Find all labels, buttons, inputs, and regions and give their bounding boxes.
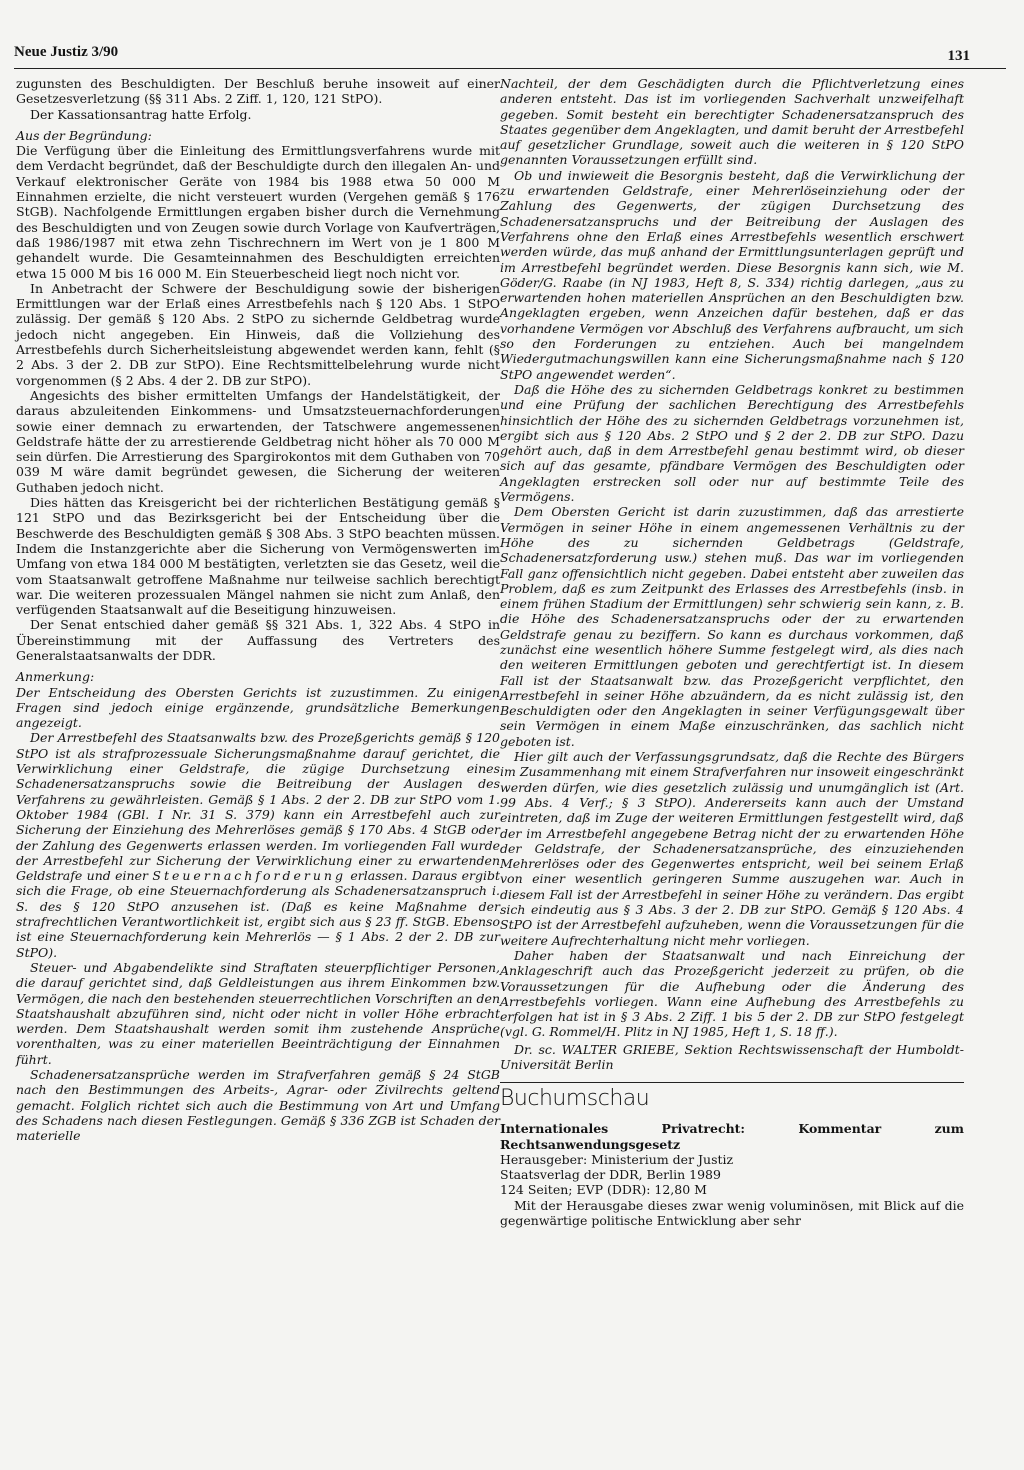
note-paragraph: Hier gilt auch der Verfassungsgrundsatz, daß die Rechte des Bürgers im Zusammenhang mit einem Strafverfahren nur insoweit eingeschränkt werden dürfen, wie dies gesetzlich zulässig und unumgänglich ist (Art. 99 Abs. 4 Verf.; § 3 StPO). Andererseits kann auch der Umstand eintreten, daß im Zuge der weiteren Ermittlungen festgestellt wird, daß der im Arrestbefehl angegebene Betrag nicht der zu erwartenden Höhe der Geldstrafe, der Schadenersatzansprüche, des einzuziehenden Mehrerlöses oder des Gegenwertes entspricht, weil bei seinem Erlaß von einer wesentlich geringeren Summe auszugehen war. Auch in diesem Fall ist der Arrestbefehl in seiner Höhe zu verändern. Das ergibt sich eindeutig aus § 3 Abs. 3 der 2. DB zur StPO. Gemäß § 120 Abs. 4 StPO ist der Arrestbefehl aufzuheben, wenn die Voraussetzungen für die weitere Aufrechterhaltung nicht mehr vorliegen. xyxy=(500,749,964,948)
paragraph: zugunsten des Beschuldigten. Der Beschluß beruhe insoweit auf einer Gesetzesverletzung (§§ 311 Abs. 2 Ziff. 1, 120, 121 StPO). xyxy=(16,76,500,107)
note-paragraph: Dem Obersten Gericht ist darin zuzustimmen, daß das arrestierte Vermögen in seiner Höhe in einem angemessenen Verhältnis zu der Höhe des zu sichernden Geldbetrags (Geldstrafe, Schadenersatzforderung usw.) stehen muß. Das war im vorliegenden Fall ganz offensichtlich nicht gegeben. Dabei entsteht aber zuweilen das Problem, daß es zum Zeitpunkt des Erlasses des Arrestbefehls (insb. in einem frühen Stadium der Ermittlungen) sehr schwierig sein kann, z. B. die Höhe des Schadenersatzanspruchs oder der zu erwartenden Geldstrafe genau zu beziffern. So kann es durchaus vorkommen, daß zunächst eine wesentlich höhere Summe festgelegt wird, als dies nach den weiteren Ermittlungen geboten und gerechtfertigt ist. In diesem Fall ist der Staatsanwalt bzw. das Prozeßgericht verpflichtet, den Arrestbefehl in seiner Höhe abzuändern, da es nicht zulässig ist, den Beschuldigten oder den Angeklagten in seiner Verfügungsgewalt über sein Vermögen in einem Maße einzuschränken, das sachlich nicht geboten ist. xyxy=(500,504,964,749)
author-byline: Dr. sc. WALTER GRIEBE, Sektion Rechtswissenschaft der Humboldt-Universität Berlin xyxy=(500,1041,964,1072)
note-paragraph: Ob und inwieweit die Besorgnis besteht, daß die Verwirklichung der zu erwartenden Geldstrafe, einer Mehrerlöseinziehung oder der Zahlung des Gegenwerts, der zügigen Durchsetzung des Schadenersatzanspruchs und der Beitreibung der Auslagen des Verfahrens ohne den Erlaß eines Arrestbefehls wesentlich erschwert werden würde, das muß anhand der Ermittlungsunterlagen geprüft und im Arrestbefehl begründet werden. Diese Besorgnis kann sich, wie M. Göder/G. Raabe (in NJ 1983, Heft 8, S. 334) richtig darlegen, „aus zu erwartenden hohen materiellen Ansprüchen an den Beschuldigten bzw. Angeklagten ergeben, wenn Anzeichen dafür bestehen, daß er das vorhandene Vermögen vor Abschluß des Verfahrens aufbraucht, um sich so den Forderungen zu entziehen. Auch bei mangelndem Wiedergutmachungswillen kann eine Sicherungsmaßnahme nach § 120 StPO angewendet werden“. xyxy=(500,167,964,382)
paragraph: Der Kassationsantrag hatte Erfolg. xyxy=(30,106,252,122)
note-text: erlassen. Daraus ergibt sich die Frage, ob eine Steuernachforderung als Schadenersatzanspruch i. S. des § 120 StPO anzusehen ist. (Daß es keine Maßnahme der strafrechtlichen Verantwortlichkeit ist, ergibt sich aus § 23 ff. StGB. Ebenso ist eine Steuernachforderung kein Mehrerlös — § 1 Abs. 2 der 2. DB zur StPO). xyxy=(16,868,500,960)
book-editor: Herausgeber: Ministerium der Justiz xyxy=(500,1151,734,1167)
review-paragraph: Mit der Herausgabe dieses zwar wenig voluminösen, mit Blick auf die gegenwärtige politische Entwicklung aber sehr xyxy=(500,1197,964,1229)
book-title: Internationales Privatrecht: Kommentar zum Rechtsanwendungsgesetz xyxy=(500,1121,964,1152)
note-paragraph: Steuer- und Abgabendelikte sind Straftaten steuerpflichtiger Personen, die darauf gerichtet sind, daß Geldleistungen aus ihrem Einkommen bzw. Vermögen, die nach den bestehenden steuerrechtlichen Vorschriften an den Staatshaushalt abzuführen sind, nicht oder nicht in voller Höhe erbracht werden. Dem Staatshaushalt werden somit ihm zustehende Ansprüche vorenthalten, was zu einer materiellen Beeinträchtigung der Einnahmen führt. xyxy=(16,959,500,1067)
note-paragraph: Nachteil, der dem Geschädigten durch die Pflichtverletzung eines anderen entsteht. Das ist im vorliegenden Sachverhalt unzweifelhaft gegeben. Somit besteht ein berechtigter Schadenersatzanspruch des Staates gegenüber dem Angeklagten, und damit beruht der Arrestbefehl auf gesetzlicher Grundlage, soweit auch die weiteren in § 120 StPO genannten Voraussetzungen erfüllt sind. xyxy=(500,76,964,168)
paragraph: Angesichts des bisher ermittelten Umfangs der Handelstätigkeit, der daraus abzuleitenden Einkommens- und Umsatzsteuernachforderungen sowie einer demnach zu erwartenden, der Tatschwere angemessenen Geldstrafe hätte der zu arrestierende Geldbetrag nicht höher als 70 000 M sein dürfen. Die Arrestierung des Spargirokontos mit dem Guthaben von 70 039 M wäre damit begründet gewesen, die Sicherung der weiteren Guthaben jedoch nicht. xyxy=(16,387,500,495)
note-text: Der Arrestbefehl des Staatsanwalts bzw. des Prozeßgerichts gemäß § 120 StPO ist als strafprozessuale Sicherungsmaßnahme darauf gerichtet, die Verwirklichung einer Geldstrafe, die zügige Durchsetzung eines Schadenersatzanspruchs sowie die Beitreibung der Auslagen des Verfahrens zu gewährleisten. Gemäß § 1 Abs. 2 der 2. DB zur StPO vom 1. Oktober 1984 (GBl. I Nr. 31 S. 379) kann ein Arrestbefehl auch zur Sicherung der Einziehung des Mehrerlöses gemäß § 170 Abs. 4 StGB oder der Zahlung des Gegenwerts erlassen werden. Im vorliegenden Fall wurde der Arrestbefehl zur Sicherung der Verwirklichung einer zu erwartenden Geldstrafe und einer xyxy=(16,730,500,884)
book-pages-price: 124 Seiten; EVP (DDR): 12,80 M xyxy=(500,1182,707,1198)
paragraph: Dies hätten das Kreisgericht bei der richterlichen Bestätigung gemäß § 121 StPO und das Bezirksgericht bei der Entscheidung über die Beschwerde des Beschuldigten gemäß § 308 Abs. 3 StPO beachten müssen. Indem die Instanzgerichte aber die Sicherung von Vermögenswerten im Umfang von etwa 184 000 M bestätigten, verletzten sie das Gesetz, weil die vom Staatsanwalt getroffene Maßnahme nur teilweise sachlich berechtigt war. Die weiteren prozessualen Mängel nahmen sie nicht zum Anlaß, den verfügenden Staatsanwalt auf die Beseitigung hinzuweisen. xyxy=(16,495,500,618)
note-paragraph: Der Entscheidung des Obersten Gerichts ist zuzustimmen. Zu einigen Fragen sind jedoch einige ergänzende, grundsätzliche Bemerkungen angezeigt. xyxy=(16,684,500,731)
left-column xyxy=(16,76,500,1143)
spaced-term: Steuernachforderung xyxy=(152,868,346,884)
book-publisher: Staatsverlag der DDR, Berlin 1989 xyxy=(500,1167,721,1183)
note-paragraph xyxy=(16,730,500,959)
right-column xyxy=(500,76,964,1228)
note-paragraph: Daß die Höhe des zu sichernden Geldbetrags konkret zu bestimmen und eine Prüfung der sachlichen Berechtigung des Arrestbefehls hinsichtlich der Höhe des zu sichernden Geldbetrags vorzunehmen ist, ergibt sich aus § 120 Abs. 2 StPO und § 2 der 2. DB zur StPO. Dazu gehört auch, daß in dem Arrestbefehl genau bestimmt wird, ob dieser sich auf das gesamte, pfändbare Vermögen des Beschuldigten oder Angeklagten erstrecken soll oder nur auf bestimmte Teile des Vermögens. xyxy=(500,381,964,505)
paragraph: In Anbetracht der Schwere der Beschuldigung sowie der bisherigen Ermittlungen war der Erlaß eines Arrestbefehls nach § 120 Abs. 1 StPO zulässig. Der gemäß § 120 Abs. 2 StPO zu sichernde Geldbetrag wurde jedoch nicht angegeben. Ein Hinweis, daß die Vollziehung des Arrestbefehls durch Sicherheitsleistung abgewendet werden kann, fehlt (§ 2 Abs. 3 der 2. DB zur StPO). Eine Rechtsmittelbelehrung wurde nicht vorgenommen (§ 2 Abs. 4 der 2. DB zur StPO). xyxy=(16,280,500,388)
page-number: 131 xyxy=(947,48,970,64)
note-heading: Anmerkung: xyxy=(16,669,95,685)
running-header xyxy=(14,44,1006,69)
journal-issue: Neue Justiz 3/90 xyxy=(14,44,119,60)
paragraph: Der Senat entschied daher gemäß §§ 321 Abs. 1, 322 Abs. 4 StPO in Übereinstimmung mit der Auffassung des Vertreters des Generalstaatsanwalts der DDR. xyxy=(16,617,500,663)
note-paragraph: Schadenersatzansprüche werden im Strafverfahren gemäß § 24 StGB nach den Bestimmungen des Arbeits-, Agrar- oder Zivilrechts geltend gemacht. Folglich richtet sich auch die Bestimmung von Art und Umfang des Schadens nach diesen Festlegungen. Gemäß § 336 ZGB ist Schaden der materielle xyxy=(16,1067,500,1144)
book-review-section-heading: Buchumschau xyxy=(500,1082,964,1113)
paragraph: Die Verfügung über die Einleitung des Ermittlungsverfahrens wurde mit dem Verdacht begründet, daß der Beschuldigte durch den illegalen An- und Verkauf elektronischer Geräte von 1984 bis 1988 etwa 50 000 M Einnahmen erzielte, die nicht versteuert wurden (Vergehen gemäß § 176 StGB). Nachfolgende Ermittlungen ergaben bisher durch die Vernehmung des Beschuldigten und von Zeugen sowie durch Vorlage von Kaufverträgen, daß 1986/1987 mit etwa zehn Tischrechnern im Wert von je 1 800 M gehandelt wurde. Die Gesamteinnahmen des Beschuldigten erreichten etwa 15 000 M bis 16 000 M. Ein Steuerbescheid liegt noch nicht vor. xyxy=(16,143,500,281)
note-paragraph: Daher haben der Staatsanwalt und nach Einreichung der Anklageschrift auch das Prozeßgericht jederzeit zu prüfen, ob die Voraussetzungen für die Aufhebung oder die Änderung des Arrestbefehls vorliegen. Wann eine Aufhebung des Arrestbefehls zu erfolgen hat ist in § 3 Abs. 2 Ziff. 1 bis 5 der 2. DB zur StPO festgelegt (vgl. G. Rommel/H. Plitz in NJ 1985, Heft 1, S. 18 ff.). xyxy=(500,947,964,1040)
reasons-heading: Aus der Begründung: xyxy=(16,127,152,143)
